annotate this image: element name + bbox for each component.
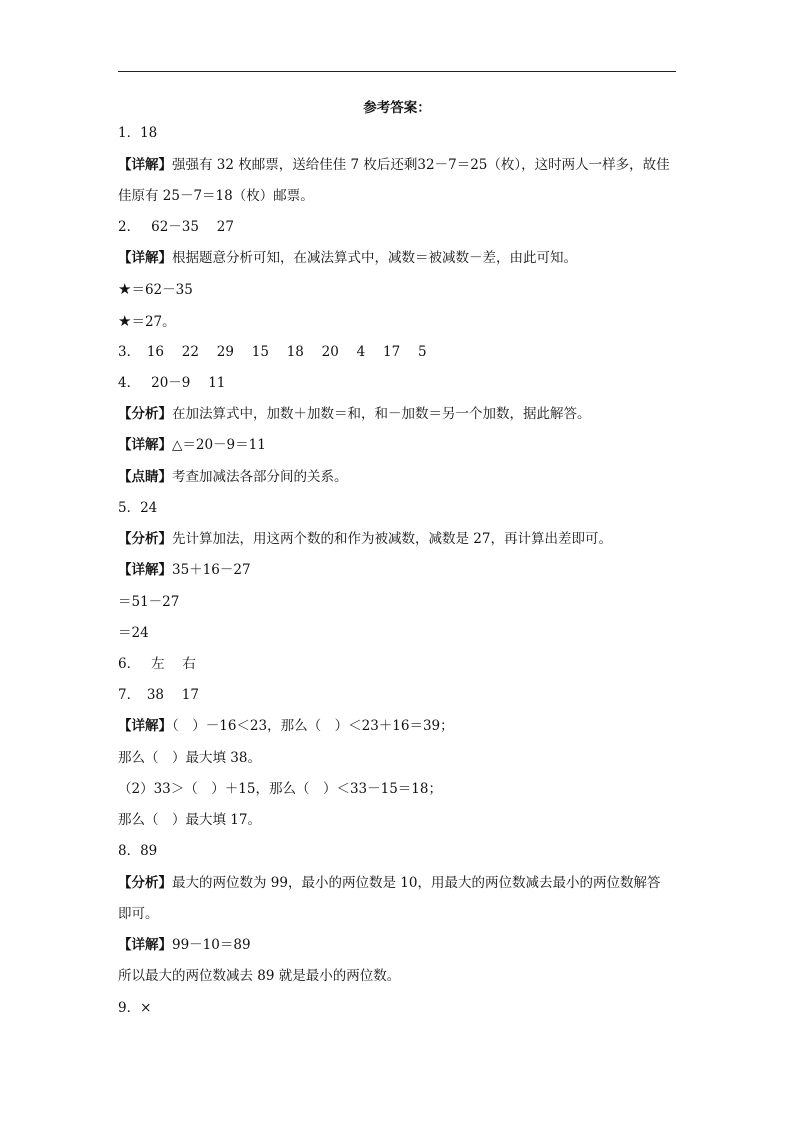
q4-analysis-line [118, 404, 591, 424]
q2-detail-text: 根据题意分析可知，在减法算式中，减数＝被减数－差，由此可知。 [172, 250, 577, 266]
q7-detail-line [118, 716, 454, 736]
q8-conclusion: 所以最大的两位数减去 89 就是最小的两位数。 [118, 968, 401, 984]
answer-1: 1．18 [118, 125, 158, 141]
analysis-tag: 【分析】 [118, 531, 172, 547]
q7-line-2: 那么（ ）最大填 38。 [118, 750, 261, 766]
detail-tag: 【详解】 [118, 250, 172, 266]
q5-analysis-line [118, 529, 612, 549]
q1-detail-text: 强强有 32 枚邮票，送给佳佳 7 枚后还剩32－7＝25（枚），这时两人一样多，故佳 [172, 157, 670, 173]
detail-tag: 【详解】 [118, 157, 172, 173]
answer-9: 9．× [118, 1000, 152, 1016]
header-rule [118, 71, 676, 72]
q4-note-line [118, 467, 348, 487]
analysis-tag: 【分析】 [118, 406, 172, 422]
page-title: 参考答案： [363, 100, 431, 116]
q1-detail-line-2: 佳原有 25－7＝18（枚）邮票。 [118, 188, 314, 204]
detail-tag: 【详解】 [118, 562, 172, 578]
q5-step-1: ＝51－27 [118, 594, 180, 610]
q2-eq-2-text: ＝27。 [131, 314, 176, 330]
q4-detail-line [118, 435, 266, 455]
answer-7: 7． 38 17 [118, 687, 199, 703]
q2-eq-2 [118, 311, 176, 331]
q7-line-3: （2）33＞（ ）＋15，那么（ ）＜33－15＝18； [118, 781, 442, 797]
q8-detail-line [118, 935, 251, 955]
answer-8: 8．89 [118, 843, 158, 859]
q8-detail-text: 99－10＝89 [172, 937, 251, 953]
answer-2: 2． 62－35 27 [118, 219, 234, 235]
detail-tag: 【详解】 [118, 718, 172, 734]
q8-analysis-line-1 [118, 873, 660, 893]
q1-detail-line-1 [118, 155, 670, 175]
q4-detail-text: △＝20－9＝11 [172, 437, 266, 453]
q8-analysis-text: 最大的两位数为 99，最小的两位数是 10，用最大的两位数减去最小的两位数解答 [172, 875, 661, 891]
q8-analysis-line-2: 即可。 [118, 906, 159, 922]
q4-note-text: 考查加减法各部分间的关系。 [172, 469, 348, 485]
star-icon: ★ [118, 280, 132, 298]
q5-detail-text: 35＋16－27 [172, 562, 251, 578]
note-tag: 【点睛】 [118, 469, 172, 485]
answer-4: 4． 20－9 11 [118, 375, 226, 391]
q5-analysis-text: 先计算加法，用这两个数的和作为被减数，减数是 27，再计算出差即可。 [172, 531, 612, 547]
q2-detail-line [118, 248, 577, 268]
q4-analysis-text: 在加法算式中，加数＋加数＝和，和－加数＝另一个加数，据此解答。 [172, 406, 591, 422]
q5-detail-line [118, 560, 251, 580]
answer-6: 6． 左 右 [118, 656, 196, 672]
detail-tag: 【详解】 [118, 437, 172, 453]
analysis-tag: 【分析】 [118, 875, 172, 891]
q2-eq-1 [118, 279, 193, 299]
answer-3: 3． 16 22 29 15 18 20 4 17 5 [118, 344, 427, 360]
detail-tag: 【详解】 [118, 937, 172, 953]
q7-detail-text: （ ）－16＜23，那么（ ）＜23＋16＝39； [172, 718, 454, 734]
star-icon: ★ [118, 312, 132, 330]
answer-5: 5．24 [118, 500, 158, 516]
q5-step-2: ＝24 [118, 625, 149, 641]
q2-eq-1-text: ＝62－35 [131, 282, 193, 298]
q7-line-4: 那么（ ）最大填 17。 [118, 812, 261, 828]
